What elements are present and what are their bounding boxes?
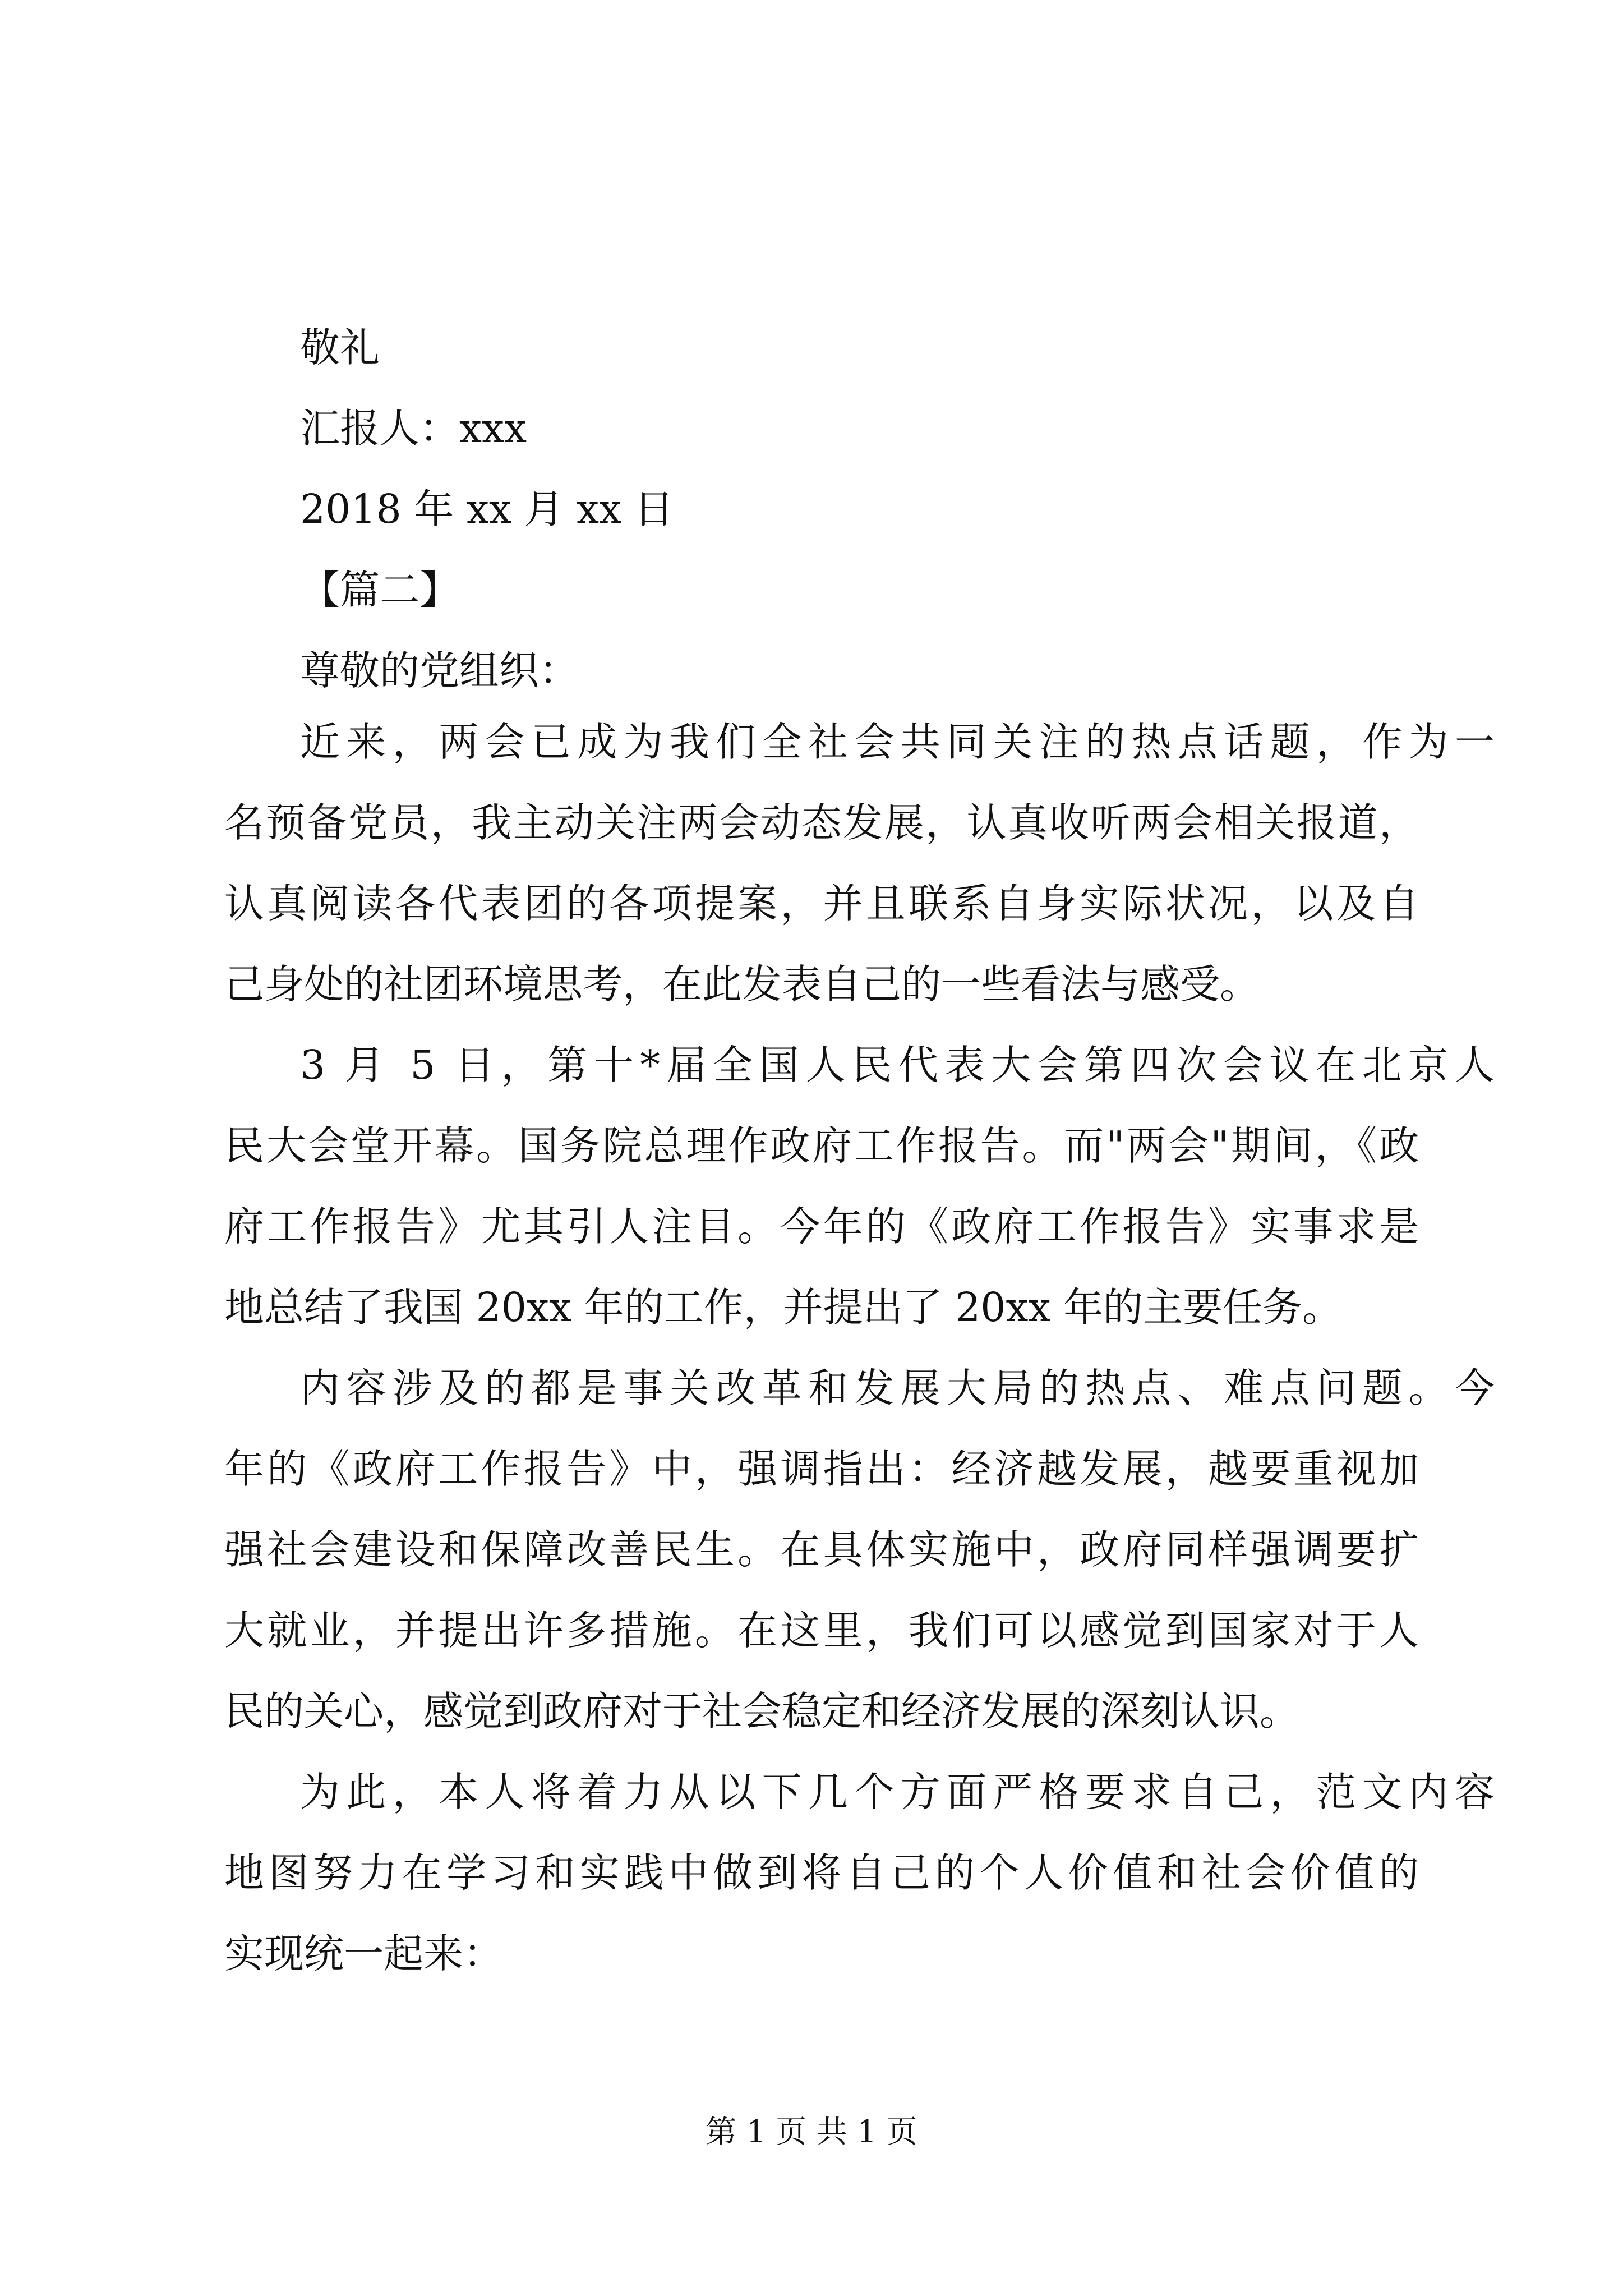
paragraph-2-line-2: 民大会堂开幕。国务院总理作政府工作报告。而"两会"期间，《政	[224, 1122, 1419, 1169]
page-footer: 第 1 页 共 1 页	[706, 2114, 917, 2150]
paragraph-3-line-3: 强社会建设和保障改善民生。在具体实施中，政府同样强调要扩	[224, 1526, 1419, 1573]
reporter-line: 汇报人：xxx	[300, 405, 527, 452]
greeting-line: 尊敬的党组织：	[300, 647, 579, 694]
body-text	[224, 702, 1495, 1994]
paragraph-2-line-4: 地总结了我国 20xx 年的工作，并提出了 20xx 年的主要任务。	[224, 1284, 1343, 1331]
paragraph-4-line-2: 地图努力在学习和实践中做到将自己的个人价值和社会价值的	[224, 1849, 1419, 1896]
paragraph-1-line-2: 名预备党员，我主动关注两会动态发展，认真收听两会相关报道，	[224, 799, 1419, 846]
closing-salutation: 敬礼	[300, 324, 380, 371]
section-heading: 【篇二】	[300, 567, 460, 613]
paragraph-2-line-1: 3 月 5 日，第十*届全国人民代表大会第四次会议在北京人	[300, 1042, 1495, 1088]
paragraph-3-line-5: 民的关心，感觉到政府对于社会稳定和经济发展的深刻认识。	[224, 1688, 1300, 1734]
closing-and-heading-block	[300, 307, 1419, 711]
paragraph-3-line-1: 内容涉及的都是事关改革和发展大局的热点、难点问题。今	[300, 1365, 1495, 1411]
date-line: 2018 年 xx 月 xx 日	[300, 486, 674, 532]
paragraph-1-line-1: 近来，两会已成为我们全社会共同关注的热点话题，作为一	[300, 719, 1495, 765]
paragraph-2-line-3: 府工作报告》尤其引人注目。今年的《政府工作报告》实事求是	[224, 1203, 1419, 1250]
paragraph-4-line-1: 为此，本人将着力从以下几个方面严格要求自己，范文内容	[300, 1769, 1495, 1815]
paragraph-3-line-2: 年的《政府工作报告》中，强调指出：经济越发展，越要重视加	[224, 1446, 1419, 1492]
paragraph-3-line-4: 大就业，并提出许多措施。在这里，我们可以感觉到国家对于人	[224, 1607, 1419, 1654]
paragraph-4-line-3: 实现统一起来：	[224, 1930, 504, 1977]
paragraph-1-line-3: 认真阅读各代表团的各项提案，并且联系自身实际状况，以及自	[224, 880, 1419, 927]
paragraph-1-line-4: 己身处的社团环境思考，在此发表自己的一些看法与感受。	[224, 961, 1260, 1007]
